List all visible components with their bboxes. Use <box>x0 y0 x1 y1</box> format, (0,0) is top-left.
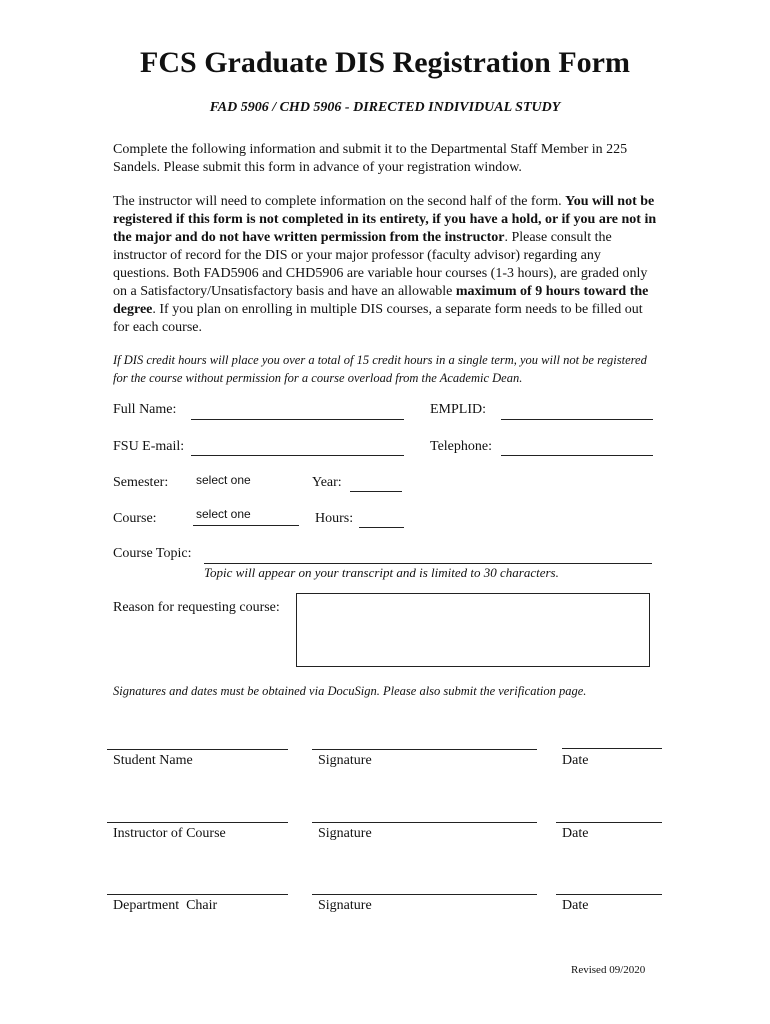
reason-label: Reason for requesting course: <box>113 600 280 615</box>
hours-label: Hours: <box>315 511 354 526</box>
student-date-label: Date <box>562 753 589 768</box>
student-signature-line[interactable] <box>312 749 537 750</box>
instructor-name-line[interactable] <box>107 822 288 823</box>
form-subtitle: FAD 5906 / CHD 5906 - DIRECTED INDIVIDUAL STUDY <box>209 100 561 115</box>
course-select-underline <box>193 525 299 526</box>
fsu-email-field[interactable] <box>191 455 404 456</box>
course-select[interactable]: select one <box>196 507 251 521</box>
chair-name-label: Department Chair <box>113 898 218 913</box>
chair-signature-label: Signature <box>318 898 372 913</box>
telephone-field[interactable] <box>501 455 653 456</box>
instructor-date-line[interactable] <box>556 822 662 823</box>
instructions-paragraph: Complete the following information and submit it to the Departmental Staff Member in 225 Sandels. Please submit this form in advance of your registration window. <box>113 142 628 175</box>
requirements-text-1: The instructor will need to complete information on the second half of the form. <box>113 194 566 209</box>
semester-select[interactable]: select one <box>196 473 251 487</box>
revised-date: Revised 09/2020 <box>571 964 646 976</box>
chair-date-label: Date <box>562 898 589 913</box>
requirements-text-3: . If you plan on enrolling in multiple DIS courses, a separate form needs to be filled out for each course. <box>113 302 643 335</box>
hours-field[interactable] <box>359 527 404 528</box>
student-name-label: Student Name <box>113 753 193 768</box>
course-topic-field[interactable] <box>204 563 652 564</box>
student-name-line[interactable] <box>107 749 288 750</box>
requirements-bold-1: You will not be registered if this form is not completed in its entirety, if you have a hold, or if you are not in the major and do not have written permission from the instructor <box>113 194 657 245</box>
instructor-signature-label: Signature <box>318 826 372 841</box>
emplid-label: EMPLID: <box>430 402 486 417</box>
requirements-paragraph <box>113 193 658 337</box>
instructor-signature-line[interactable] <box>312 822 537 823</box>
year-field[interactable] <box>350 491 402 492</box>
student-date-line[interactable] <box>562 748 662 749</box>
reason-textbox[interactable] <box>296 593 650 667</box>
semester-label: Semester: <box>113 475 169 490</box>
chair-date-line[interactable] <box>556 894 662 895</box>
instructor-date-label: Date <box>562 826 589 841</box>
topic-note: Topic will appear on your transcript and is limited to 30 characters. <box>204 565 559 580</box>
requirements-text-2: . Please consult the instructor of record for the DIS or your major professor (faculty advisor) regarding any questions. Both FAD5906 and CHD5906 are variable hour courses (1-3 hours), are graded only on a Satisfactory/Unsatisfactory basis and have an allowable <box>113 230 648 299</box>
emplid-field[interactable] <box>501 419 653 420</box>
overload-note: If DIS credit hours will place you over a total of 15 credit hours in a single term, you will not be registered for the course without permission for a course overload from the Academic Dean. <box>113 353 647 385</box>
telephone-label: Telephone: <box>430 439 492 454</box>
year-label: Year: <box>312 475 342 490</box>
fsu-email-label: FSU E-mail: <box>113 439 185 454</box>
chair-name-line[interactable] <box>107 894 288 895</box>
instructor-name-label: Instructor of Course <box>113 826 226 841</box>
student-signature-label: Signature <box>318 753 372 768</box>
chair-signature-line[interactable] <box>312 894 537 895</box>
requirements-bold-2: maximum of 9 hours toward the degree <box>113 284 649 317</box>
form-title: FCS Graduate DIS Registration Form <box>140 46 630 79</box>
full-name-field[interactable] <box>191 419 404 420</box>
course-label: Course: <box>113 511 157 526</box>
docusign-note: Signatures and dates must be obtained via DocuSign. Please also submit the verification page. <box>113 684 587 698</box>
course-topic-label: Course Topic: <box>113 546 192 561</box>
full-name-label: Full Name: <box>113 402 177 417</box>
